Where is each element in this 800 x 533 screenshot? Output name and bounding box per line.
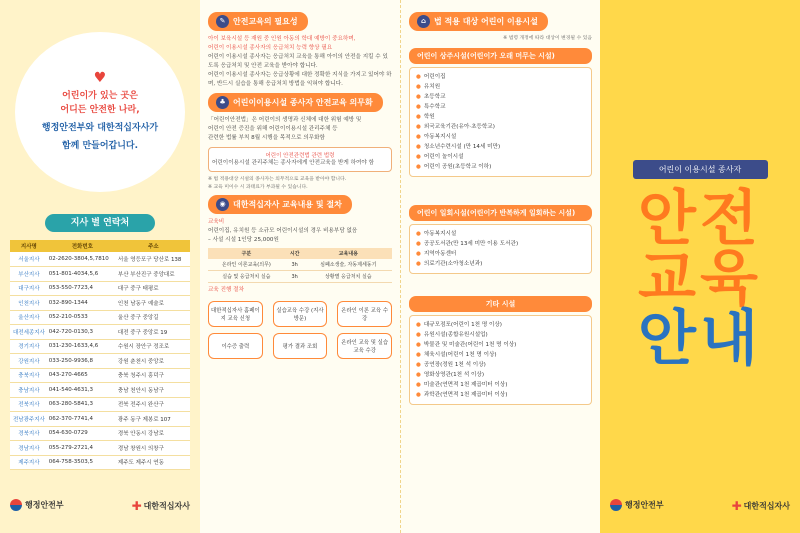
list-item: ● 박물관 및 미술관(어린이 1천 명 이상) [416,341,517,348]
sec2-list [409,224,592,274]
bullet-icon: ● [416,250,421,257]
contacts-title: 지사 별 연락처 [45,214,155,232]
bullet-icon: ● [416,123,421,130]
logos-left [10,499,190,513]
list-item: ● 영화상영관(1천 석 이상) [416,371,485,378]
bullet-icon: ● [416,113,421,120]
list-item: ● 외국교육기관(유아·초등학교) [416,123,495,130]
training-table: 구분 시간 교육내용 온라인 이론교육(의무) 3h 심폐소생술, 자동제세동기 실습 및 응급처치 실습 3h 상황별 응급처치 실습 [208,248,392,283]
flow-step: 이수증 출력 [208,333,263,359]
flow-step: 평가 결과 조회 [273,333,328,359]
sec2-title: 어린이 일회시설(어린이가 반복하게 일회하는 시설) [409,205,592,221]
flow-step: 온라인 이론 교육 수강 [337,301,392,327]
flow-step: 온라인 교육 및 실습교육 수강 [337,333,392,359]
contact-row: 전북지사 063-280-5841,3 전북 전주시 완산구 [10,397,190,412]
redcross-logo: ✚ 대한적십자사 [131,499,190,513]
contact-row: 강원지사 033-250-9936,8 강원 춘천시 중앙로 [10,354,190,369]
targets-title: ⌂ 법 적용 대상 어린이 이용시설 [409,12,548,31]
bullet-icon: ● [416,153,421,160]
taegeuk-icon [10,499,22,511]
process-flow [208,301,392,359]
red-cross-icon: ✚ [131,499,142,513]
icon-badge: ◉ [216,198,229,211]
targets-note: ※ 법령 개정에 따라 대상이 변경될 수 있음 [503,36,592,41]
panel-targets [400,0,600,533]
intro-line4: 함께 만들어갑니다. [61,141,139,151]
duty-title: ♣ 어린이이용시설 종사자 안전교육 의무화 [208,93,383,112]
list-item: ● 미술관(연면적 1천 제곱미터 이상) [416,381,508,388]
list-item: ● 어린이 놀이시설 [416,153,464,160]
contact-row: 대전세종지사 042-720-0130,3 대전 중구 중앙로 19 [10,325,190,340]
contact-row: 인천지사 032-890-1344 인천 남동구 예술로 [10,296,190,311]
bullet-icon: ● [416,133,421,140]
bullet-icon: ● [416,73,421,80]
contact-row: 충북지사 043-270-4665 충북 청주시 흥덕구 [10,368,190,383]
mois-logo: 행정안전부 [610,499,664,513]
bullet-icon: ● [416,83,421,90]
list-item: ● 체육시설(어린이 1천 명 이상) [416,351,497,358]
list-item: ● 아동복지시설 [416,230,457,237]
list-item: ● 학원 [416,113,435,120]
bullet-icon: ● [416,351,421,358]
contact-row: 대구지사 053-550-7723,4 대구 중구 태평로 [10,281,190,296]
duty-note1: ※ 법 적용대상 시설의 종사자는 의무적으로 교육을 받아야 합니다. [208,177,347,182]
header-address: 주소 [117,240,190,252]
icon-badge: ⌂ [417,15,430,28]
list-item: ● 아동복지시설 [416,133,457,140]
icon-badge: ♣ [216,96,229,109]
intro-line2: 어디든 안전한 나라, [60,105,140,115]
bullet-icon: ● [416,240,421,247]
list-item: ● 유치원 [416,83,441,90]
bullet-icon: ● [416,341,421,348]
bullet-icon: ● [416,230,421,237]
logos-right [610,499,790,513]
panel-education [200,0,400,533]
red-cross-icon: ✚ [731,499,742,513]
list-item: ● 공공도서관(만 13세 미만 이용 도서관) [416,240,519,247]
panel-intro [0,0,200,533]
bullet-icon: ● [416,163,421,170]
necessity-title: ✎ 안전교육의 필요성 [208,12,308,31]
bullet-icon: ● [416,260,421,267]
header-phone: 전화번호 [48,240,117,252]
bullet-icon: ● [416,381,421,388]
process-sub2: 교육 진행 절차 [208,287,244,293]
contact-row: 전남광주지사 062-370-7741,4 광주 동구 제봉로 107 [10,412,190,427]
bullet-icon: ● [416,143,421,150]
sec1-title: 어린이 상주시설(어린이가 오래 머무는 시설) [409,48,592,64]
mois-logo: 행정안전부 [10,499,64,513]
panel-cover [600,0,800,533]
duty-note2: ※ 교육 미이수 시 과태료가 부과될 수 있습니다. [208,184,308,190]
heart-icon: ♥ [93,70,107,86]
necessity-text: 아이 보육시설 등 재원 중 인원 아동의 학대 예방이 중요하며, 어린이 이용시설 종사자의 응급처치 능력 향상 필요 어린이 이용시설 종사자는 응급처치 교육을 통해 아이의 안전을 지킬 수 있도록 응급처치 및 안전 교육을 받아야 합니다. 어린이 이용시설 종사자는 응급상황에 대한 정확한 지식을 가지고 있어야 하며, 반드시 실습을 통해 응급처치 방법을 익혀야 합니다. [208,36,392,87]
contact-row: 경북지사 054-630-0729 경북 안동시 강남로 [10,426,190,441]
contact-row: 충남지사 041-540-4631,3 충남 천안시 동남구 [10,383,190,398]
flow-step: 대한적십자사 홈페이지 교육 신청 [208,301,263,327]
sec1-list [409,67,592,177]
contact-row: 경기지사 031-230-1633,4,6 수원시 장안구 정조로 [10,339,190,354]
contacts-table [10,240,190,470]
list-item: ● 지역아동센터 [416,250,457,257]
fee-block: 교육비 어린이집, 유치원 등 소규모 어린이시설의 경우 비용부담 없음 – 사설 시설 1인당 25,000원 [208,219,358,243]
list-item: ● 공연장(정원 1천 석 이상) [416,361,486,368]
bullet-icon: ● [416,361,421,368]
contact-row: 울산지사 052-210-0533 울산 중구 중앙길 [10,310,190,325]
intro-circle [15,32,185,192]
bullet-icon: ● [416,321,421,328]
bullet-icon: ● [416,391,421,398]
list-item: ● 대규모점포(어린이 1천 명 이상) [416,321,502,328]
list-item: ● 과학관(연면적 1천 제곱미터 이상) [416,391,508,398]
list-item: ● 특수학교 [416,103,446,110]
bullet-icon: ● [416,103,421,110]
contact-row: 서울지사 02-2620-3804,5,7810 서울 영등포구 당산로 138 [10,252,190,267]
sec3-list [409,315,592,405]
list-item: ● 어린이 공원(초등학교 이하) [416,163,492,170]
intro-line1: 어린이가 있는 곳은 [62,91,138,101]
taegeuk-icon [610,499,622,511]
icon-badge: ✎ [216,15,229,28]
bullet-icon: ● [416,331,421,338]
list-item: ● 초등학교 [416,93,446,100]
bullet-icon: ● [416,93,421,100]
cover-subtitle: 어린이 이용시설 종사자 [633,160,768,179]
list-item: ● 청소년수련시설 (만 14세 미만) [416,143,501,150]
contact-row: 제주지사 064-758-3503,5 제주도 제주시 연동 [10,455,190,470]
duty-text: 「어린이안전법」은 어린이의 생명과 신체에 대한 위험 예방 및 어린이 안전 증진을 위해 어린이이용시설 관리주체 등 관련한 법률 부칙 8월 시행을 목적으로 의무화함 [208,117,362,141]
cover-title: 안전 교육 안내 [638,184,762,374]
flow-step: 실습교육 수강 (지사 방문) [273,301,328,327]
list-item: ● 의료기관(소아청소년과) [416,260,483,267]
law-box: 어린이 안전관련법 관련 법령 어린이이용시설 관리주체는 종사자에게 안전교육을 받게 하여야 함 [208,147,392,172]
list-item: ● 어린이집 [416,73,446,80]
intro-line3: 행정안전부와 대한적십자사가 [41,123,159,133]
process-title: ◉ 대한적십자사 교육내용 및 절차 [208,195,352,214]
bullet-icon: ● [416,371,421,378]
sec3-title: 기타 시설 [409,296,592,312]
list-item: ● 유원시설(종합유원시설업) [416,331,488,338]
contact-row: 경남지사 055-279-2721,4 경남 창원시 의창구 [10,441,190,456]
contact-row: 부산지사 051-801-4034,5,6 부산 부산진구 중앙대로 [10,267,190,282]
redcross-logo: ✚ 대한적십자사 [731,499,790,513]
header-branch: 지사명 [10,240,48,252]
